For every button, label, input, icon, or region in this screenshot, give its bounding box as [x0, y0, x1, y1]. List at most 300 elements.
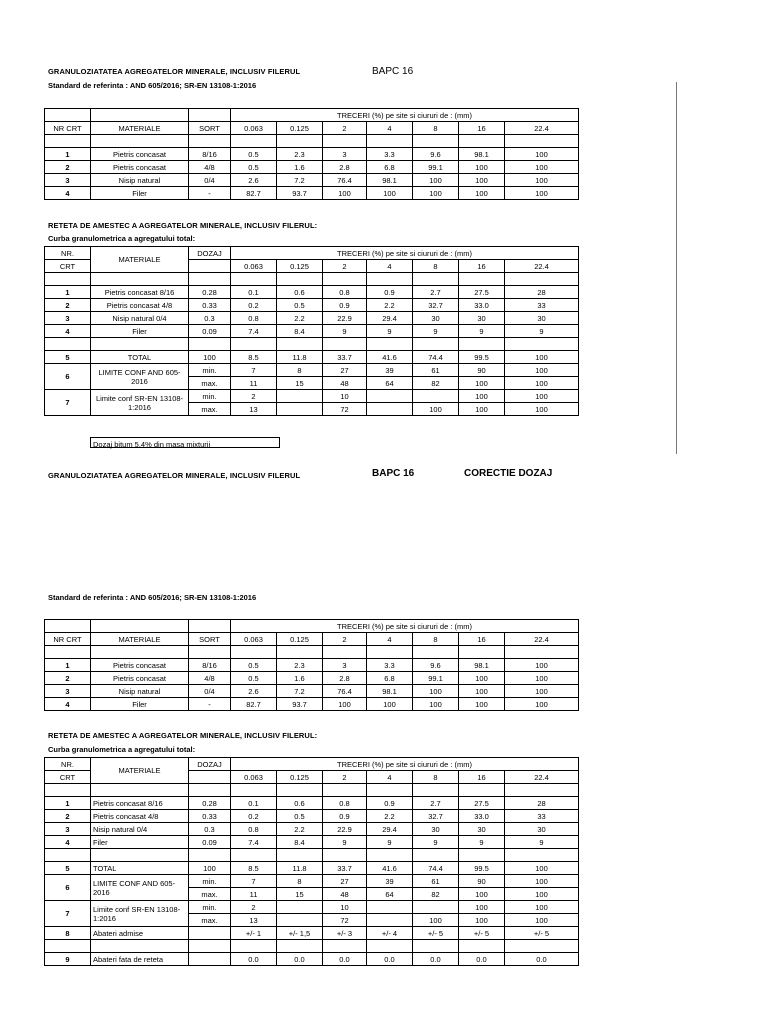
- value-cell: 2.7: [413, 797, 459, 810]
- empty-cell: [91, 849, 189, 862]
- empty-cell: [459, 273, 505, 286]
- vertical-divider-line: [676, 82, 677, 454]
- empty-cell: [413, 135, 459, 148]
- dozaj-bitum-note: Dozaj bitum 5,4% din masa mixturii: [90, 437, 280, 448]
- empty-cell: [459, 646, 505, 659]
- value-cell: 29.4: [367, 312, 413, 325]
- value-cell: 48: [323, 888, 367, 901]
- value-cell: 100: [505, 403, 579, 416]
- section1-standard: Standard de referinta : AND 605/2016; SR-EN 13108-1:2016: [48, 81, 257, 90]
- sieve-header: 4: [367, 260, 413, 273]
- value-cell: 2.7: [413, 286, 459, 299]
- value-cell: 100: [459, 672, 505, 685]
- value-cell: 2.2: [277, 312, 323, 325]
- material-name: Pietris concasat 4/8: [91, 810, 189, 823]
- min-label: min.: [189, 901, 231, 914]
- value-cell: 10: [323, 390, 367, 403]
- sieve-header: 2: [323, 771, 367, 784]
- empty-cell: [367, 784, 413, 797]
- empty-cell: [413, 784, 459, 797]
- value-cell: 6.8: [367, 161, 413, 174]
- value-cell: 100: [505, 672, 579, 685]
- dozaj-header: DOZAJ: [189, 247, 231, 260]
- value-cell: 0.6: [277, 797, 323, 810]
- material-name: Nisip natural 0/4: [91, 823, 189, 836]
- row-number: 1: [45, 286, 91, 299]
- value-cell: 72: [323, 914, 367, 927]
- value-cell: 0.0: [459, 953, 505, 966]
- empty-cell: [505, 135, 579, 148]
- treceri-header: TRECERI (%) pe site si ciururi de : (mm): [231, 758, 579, 771]
- curba-title-2: Curba granulometrica a agregatului total:: [48, 745, 196, 754]
- empty-cell: [45, 940, 91, 953]
- value-cell: 0.2: [231, 299, 277, 312]
- table-row: [45, 161, 579, 174]
- table-row: [45, 836, 579, 849]
- value-cell: 100: [505, 888, 579, 901]
- value-cell: 2.6: [231, 174, 277, 187]
- value-cell: 99.5: [459, 351, 505, 364]
- value-cell: 3: [323, 148, 367, 161]
- value-cell: 1.6: [277, 161, 323, 174]
- empty-cell: [231, 849, 277, 862]
- table-row: [45, 148, 579, 161]
- value-cell: 0.0: [367, 953, 413, 966]
- value-cell: 2: [231, 390, 277, 403]
- treceri-header: TRECERI (%) pe site si ciururi de : (mm): [231, 247, 579, 260]
- value-cell: [413, 390, 459, 403]
- value-cell: 76.4: [323, 174, 367, 187]
- materiale-header: MATERIALE: [91, 633, 189, 646]
- section1-bapc: BAPC 16: [372, 66, 414, 77]
- value-cell: 22.9: [323, 823, 367, 836]
- empty-cell: [277, 784, 323, 797]
- empty-cell: [91, 784, 189, 797]
- value-cell: 100: [505, 862, 579, 875]
- value-cell: 98.1: [367, 174, 413, 187]
- section2-standard: Standard de referinta : AND 605/2016; SR-EN 13108-1:2016: [48, 593, 257, 602]
- value-cell: 39: [367, 875, 413, 888]
- value-cell: 100: [459, 174, 505, 187]
- value-cell: 64: [367, 888, 413, 901]
- cell: [189, 260, 231, 273]
- value-cell: 11: [231, 377, 277, 390]
- max-label: max.: [189, 377, 231, 390]
- value-cell: 74.4: [413, 862, 459, 875]
- table-row: [45, 286, 579, 299]
- dozaj-value: 0.33: [189, 810, 231, 823]
- sieve-header: 0.063: [231, 771, 277, 784]
- sort-value: 0/4: [189, 174, 231, 187]
- sieve-header: 22.4: [505, 633, 579, 646]
- value-cell: 30: [413, 312, 459, 325]
- empty-cell: [277, 940, 323, 953]
- value-cell: 100: [459, 914, 505, 927]
- sieve-header: 0.125: [277, 260, 323, 273]
- value-cell: 82: [413, 377, 459, 390]
- value-cell: 100: [459, 377, 505, 390]
- abateri-label: Abateri admise: [91, 927, 189, 940]
- row-number: 5: [45, 351, 91, 364]
- cell: [189, 109, 231, 122]
- sort-value: 0/4: [189, 685, 231, 698]
- value-cell: 93.7: [277, 187, 323, 200]
- empty-cell: [413, 940, 459, 953]
- value-cell: 33.7: [323, 351, 367, 364]
- value-cell: +/- 1: [231, 927, 277, 940]
- dozaj-value: 0.3: [189, 823, 231, 836]
- empty-cell: [277, 338, 323, 351]
- value-cell: 0.0: [231, 953, 277, 966]
- value-cell: 100: [459, 161, 505, 174]
- empty-cell: [45, 338, 91, 351]
- value-cell: +/- 3: [323, 927, 367, 940]
- sieve-header: 22.4: [505, 260, 579, 273]
- value-cell: +/- 4: [367, 927, 413, 940]
- value-cell: 100: [413, 685, 459, 698]
- value-cell: 2.8: [323, 161, 367, 174]
- empty-cell: [189, 849, 231, 862]
- value-cell: 82: [413, 888, 459, 901]
- sort-header: SORT: [189, 633, 231, 646]
- sieve-header: 22.4: [505, 122, 579, 135]
- empty-cell: [277, 273, 323, 286]
- row-number: 8: [45, 927, 91, 940]
- value-cell: +/- 5: [413, 927, 459, 940]
- value-cell: 100: [505, 659, 579, 672]
- value-cell: 7.2: [277, 685, 323, 698]
- value-cell: 74.4: [413, 351, 459, 364]
- material-name: Pietris concasat: [91, 148, 189, 161]
- empty-cell: [231, 646, 277, 659]
- empty-cell: [367, 646, 413, 659]
- value-cell: 41.6: [367, 862, 413, 875]
- value-cell: 99.1: [413, 672, 459, 685]
- sieve-header: 4: [367, 633, 413, 646]
- material-name: Filer: [91, 325, 189, 338]
- cell: [189, 771, 231, 784]
- sieve-header: 0.063: [231, 260, 277, 273]
- dozaj-header: DOZAJ: [189, 758, 231, 771]
- value-cell: 0.1: [231, 286, 277, 299]
- value-cell: 2.3: [277, 148, 323, 161]
- value-cell: 2: [231, 901, 277, 914]
- sieve-header: 16: [459, 633, 505, 646]
- curba-title-1: Curba granulometrica a agregatului total:: [48, 234, 196, 243]
- row-number: 1: [45, 148, 91, 161]
- material-name: Nisip natural: [91, 174, 189, 187]
- empty-cell: [91, 273, 189, 286]
- empty-cell: [91, 135, 189, 148]
- abateri-fata-label: Abateri fata de reteta: [91, 953, 189, 966]
- limit-row-min: [45, 875, 579, 888]
- value-cell: 9: [367, 836, 413, 849]
- dozaj-value: 0.28: [189, 286, 231, 299]
- value-cell: 8: [277, 364, 323, 377]
- row-number: 2: [45, 161, 91, 174]
- row-number: 3: [45, 685, 91, 698]
- value-cell: 30: [459, 312, 505, 325]
- value-cell: 0.8: [323, 286, 367, 299]
- empty-cell: [323, 646, 367, 659]
- cell: [91, 109, 189, 122]
- min-label: min.: [189, 875, 231, 888]
- material-name: Pietris concasat: [91, 672, 189, 685]
- table-row: [45, 312, 579, 325]
- sieve-header: 0.125: [277, 633, 323, 646]
- value-cell: 99.5: [459, 862, 505, 875]
- empty-cell: [367, 940, 413, 953]
- value-cell: 7.4: [231, 325, 277, 338]
- value-cell: 0.0: [413, 953, 459, 966]
- material-name: Filer: [91, 698, 189, 711]
- value-cell: 100: [413, 403, 459, 416]
- sieve-header: 2: [323, 260, 367, 273]
- value-cell: 100: [367, 698, 413, 711]
- empty-cell: [367, 849, 413, 862]
- row-number: 3: [45, 312, 91, 325]
- value-cell: 100: [459, 888, 505, 901]
- value-cell: 90: [459, 364, 505, 377]
- reteta-table-2: [44, 757, 579, 966]
- value-cell: [413, 901, 459, 914]
- materiale-header: MATERIALE: [91, 758, 189, 784]
- empty-cell: [323, 849, 367, 862]
- empty-cell: [367, 338, 413, 351]
- empty-cell: [231, 135, 277, 148]
- empty-cell: [189, 784, 231, 797]
- value-cell: 93.7: [277, 698, 323, 711]
- value-cell: 8: [277, 875, 323, 888]
- value-cell: 0.9: [323, 299, 367, 312]
- limit-row-min: [45, 901, 579, 914]
- value-cell: 82.7: [231, 187, 277, 200]
- row-number: 9: [45, 953, 91, 966]
- treceri-header: TRECERI (%) pe site si ciururi de : (mm): [231, 620, 579, 633]
- row-number: 7: [45, 901, 91, 927]
- value-cell: 100: [413, 187, 459, 200]
- value-cell: 100: [459, 403, 505, 416]
- value-cell: 33: [505, 299, 579, 312]
- empty-cell: [91, 338, 189, 351]
- empty-cell: [459, 135, 505, 148]
- sort-header: SORT: [189, 122, 231, 135]
- sieve-header: 16: [459, 122, 505, 135]
- empty-cell: [505, 940, 579, 953]
- value-cell: 0.5: [231, 148, 277, 161]
- row-number: 4: [45, 698, 91, 711]
- value-cell: 39: [367, 364, 413, 377]
- value-cell: [367, 403, 413, 416]
- row-number: 4: [45, 187, 91, 200]
- total-row: [45, 862, 579, 875]
- value-cell: 8.5: [231, 862, 277, 875]
- value-cell: 9: [413, 836, 459, 849]
- value-cell: 100: [505, 914, 579, 927]
- empty-cell: [413, 646, 459, 659]
- value-cell: 100: [459, 390, 505, 403]
- value-cell: 64: [367, 377, 413, 390]
- cell: [45, 620, 91, 633]
- value-cell: 0.1: [231, 797, 277, 810]
- value-cell: 7.4: [231, 836, 277, 849]
- empty-cell: [367, 273, 413, 286]
- value-cell: 100: [505, 187, 579, 200]
- sieve-header: 0.125: [277, 771, 323, 784]
- empty-cell: [459, 940, 505, 953]
- value-cell: 9: [413, 325, 459, 338]
- empty-cell: [189, 273, 231, 286]
- value-cell: 0.5: [277, 810, 323, 823]
- value-cell: 82.7: [231, 698, 277, 711]
- row-number: 7: [45, 390, 91, 416]
- value-cell: +/- 5: [505, 927, 579, 940]
- cell: [45, 109, 91, 122]
- value-cell: 33.7: [323, 862, 367, 875]
- material-name: Nisip natural 0/4: [91, 312, 189, 325]
- value-cell: 3: [323, 659, 367, 672]
- value-cell: 100: [505, 698, 579, 711]
- sort-value: -: [189, 187, 231, 200]
- value-cell: 9: [323, 836, 367, 849]
- value-cell: [277, 403, 323, 416]
- row-number: 1: [45, 797, 91, 810]
- value-cell: 61: [413, 364, 459, 377]
- dozaj-value: 0.28: [189, 797, 231, 810]
- value-cell: 99.1: [413, 161, 459, 174]
- value-cell: 0.9: [367, 797, 413, 810]
- value-cell: 9: [459, 836, 505, 849]
- value-cell: 98.1: [459, 659, 505, 672]
- value-cell: 100: [505, 685, 579, 698]
- value-cell: 33: [505, 810, 579, 823]
- value-cell: [277, 390, 323, 403]
- empty-cell: [367, 135, 413, 148]
- sieve-header: 8: [413, 771, 459, 784]
- value-cell: 100: [505, 901, 579, 914]
- sieve-header: 8: [413, 122, 459, 135]
- empty-cell: [459, 849, 505, 862]
- value-cell: [367, 901, 413, 914]
- value-cell: 0.5: [277, 299, 323, 312]
- empty-cell: [91, 940, 189, 953]
- value-cell: 3.3: [367, 148, 413, 161]
- empty-cell: [505, 646, 579, 659]
- table-row: [45, 299, 579, 312]
- row-number: 6: [45, 364, 91, 390]
- value-cell: 32.7: [413, 299, 459, 312]
- value-cell: 9: [505, 836, 579, 849]
- dozaj-value: 0.09: [189, 836, 231, 849]
- sort-value: 4/8: [189, 161, 231, 174]
- sieve-header: 8: [413, 633, 459, 646]
- value-cell: 11.8: [277, 862, 323, 875]
- value-cell: 2.2: [367, 810, 413, 823]
- value-cell: 100: [323, 698, 367, 711]
- value-cell: 27.5: [459, 797, 505, 810]
- value-cell: 72: [323, 403, 367, 416]
- empty-cell: [277, 849, 323, 862]
- table-row: [45, 325, 579, 338]
- row-number: 5: [45, 862, 91, 875]
- value-cell: 9: [505, 325, 579, 338]
- value-cell: 3.3: [367, 659, 413, 672]
- value-cell: 0.5: [231, 659, 277, 672]
- value-cell: 30: [505, 823, 579, 836]
- sort-value: -: [189, 698, 231, 711]
- value-cell: 0.0: [277, 953, 323, 966]
- dozaj-value: 0.33: [189, 299, 231, 312]
- reteta-title-2: RETETA DE AMESTEC A AGREGATELOR MINERALE, INCLUSIV FILERUL:: [48, 731, 318, 740]
- sort-value: 8/16: [189, 148, 231, 161]
- abateri-fata-row: [45, 953, 579, 966]
- limit-row-min: [45, 390, 579, 403]
- value-cell: 30: [413, 823, 459, 836]
- cell: [189, 953, 231, 966]
- value-cell: 9: [367, 325, 413, 338]
- table-row: [45, 810, 579, 823]
- sieve-header: 16: [459, 771, 505, 784]
- empty-cell: [45, 849, 91, 862]
- row-number: 4: [45, 325, 91, 338]
- value-cell: 0.0: [505, 953, 579, 966]
- row-number: 3: [45, 823, 91, 836]
- value-cell: 0.8: [231, 312, 277, 325]
- value-cell: 100: [505, 377, 579, 390]
- row-number: 4: [45, 836, 91, 849]
- value-cell: 90: [459, 875, 505, 888]
- crt-label: CRT: [45, 260, 91, 273]
- granulometry-table-2: [44, 619, 579, 711]
- value-cell: 13: [231, 914, 277, 927]
- sieve-header: 8: [413, 260, 459, 273]
- value-cell: 1.6: [277, 672, 323, 685]
- material-name: Nisip natural: [91, 685, 189, 698]
- value-cell: 100: [505, 390, 579, 403]
- value-cell: 0.9: [367, 286, 413, 299]
- value-cell: 30: [505, 312, 579, 325]
- value-cell: 100: [459, 901, 505, 914]
- empty-cell: [323, 273, 367, 286]
- treceri-header: TRECERI (%) pe site si ciururi de : (mm): [231, 109, 579, 122]
- limit-label: LIMITE CONF AND 605-2016: [91, 875, 189, 901]
- empty-cell: [189, 338, 231, 351]
- material-name: Pietris concasat 4/8: [91, 299, 189, 312]
- empty-cell: [505, 338, 579, 351]
- value-cell: 2.2: [277, 823, 323, 836]
- value-cell: 100: [505, 161, 579, 174]
- nr-label: NR.: [61, 248, 74, 258]
- sort-value: 8/16: [189, 659, 231, 672]
- value-cell: 27.5: [459, 286, 505, 299]
- value-cell: 100: [459, 685, 505, 698]
- empty-cell: [505, 273, 579, 286]
- value-cell: 0.9: [323, 810, 367, 823]
- table-row: [45, 174, 579, 187]
- value-cell: 100: [505, 351, 579, 364]
- corectie-dozaj: CORECTIE DOZAJ: [464, 468, 553, 479]
- value-cell: [367, 914, 413, 927]
- value-cell: 98.1: [459, 148, 505, 161]
- value-cell: 2.8: [323, 672, 367, 685]
- limit-label: LIMITE CONF AND 605-2016: [91, 364, 189, 390]
- reteta-table-1: [44, 246, 579, 416]
- material-name: Pietris concasat 8/16: [91, 797, 189, 810]
- empty-cell: [323, 940, 367, 953]
- row-number: 1: [45, 659, 91, 672]
- empty-cell: [231, 784, 277, 797]
- value-cell: 8.4: [277, 325, 323, 338]
